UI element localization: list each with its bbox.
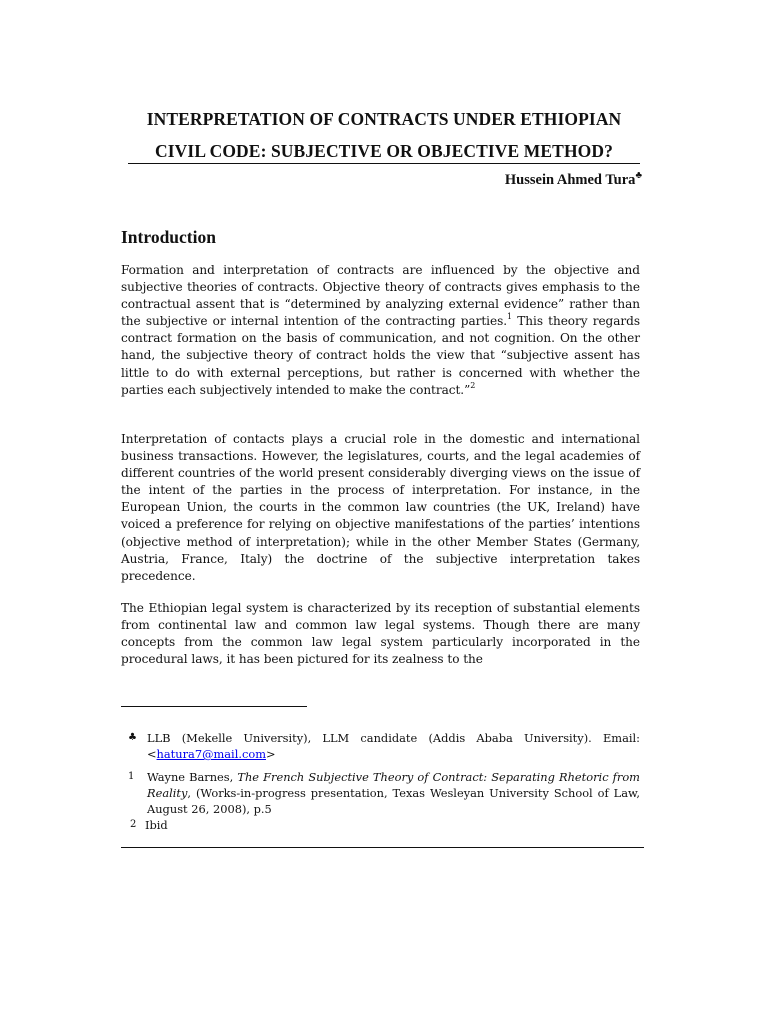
paragraph-2: Interpretation of contacts plays a crucial role in the domestic and international business transactions. However, the legislatures, courts, and the legal academies of different countries of the world present considerably diverging views on the issue of the intent of the parties in the process of interpretation. For instance, in the European Union, the courts in the common law countries (the UK, Ireland) have voiced a preference for relying on objective manifestations of the parties’ intentions (objective method of interpretation); while in the other Member States (Germany, Austria, France, Italy) the doctrine of the subjective interpretation takes precedence.	[121, 432, 640, 583]
footnote-1-work-title: The French Subjective Theory of Contract: Separating Rhetoric from Reality	[147, 770, 640, 800]
paragraph-1-part-1: Formation and interpretation of contracts are influenced by the objective and subjective theories of contracts. Objective theory of contracts gives emphasis to the contractual assent that is “determined by analyzing external evidence” rather than the subjective or internal intention of the contracting parties.	[121, 263, 640, 329]
footnote-1-mark: 1	[128, 771, 135, 782]
author-line	[505, 172, 642, 189]
page-bottom-rule	[121, 847, 644, 848]
paragraph-1-part-2: This theory regards contract formation on the basis of communication, and not cognition. On the other hand, the subjective theory of contract holds the view that “subjective assent has little to do with external perceptions, but rather is concerned with whether the parties each subjectively intended to make the contract.”	[121, 314, 640, 397]
footnote-author	[121, 730, 640, 762]
footnote-1-author: Wayne Barnes,	[147, 770, 238, 784]
footnote-1-text	[147, 769, 640, 817]
footnote-author-text	[147, 730, 640, 762]
footnote-2	[121, 817, 640, 833]
author-footnote-mark: ♣	[635, 170, 642, 181]
footnote-separator	[121, 706, 307, 707]
footnote-ref-2: 2	[470, 380, 476, 390]
footnote-author-text-after: >	[266, 747, 276, 761]
footnote-1	[121, 769, 640, 817]
footnote-2-mark: 2	[130, 819, 137, 830]
footnote-1-details: , (Works-in-progress presentation, Texas Wesleyan University School of Law, August 26, 2008), p.5	[147, 786, 640, 816]
section-heading: Introduction	[121, 227, 216, 247]
paragraph-1	[121, 262, 640, 399]
email-link[interactable]: hatura7@mail.com	[156, 747, 266, 761]
author-name: Hussein Ahmed Tura	[504, 172, 636, 188]
footnote-ref-1: 1	[507, 312, 513, 322]
footnote-author-text-before: LLB (Mekelle University), LLM candidate (Addis Ababa University). Email: <	[147, 731, 640, 761]
document-title-line-2: CIVIL CODE: SUBJECTIVE OR OBJECTIVE METHOD?	[128, 141, 640, 164]
footnote-2-text: Ibid	[145, 818, 168, 832]
paragraph-3: The Ethiopian legal system is characterized by its reception of substantial elements from continental law and common law legal systems. Though there are many concepts from the common law legal system particularly incorporated in the procedural laws, it has been pictured for its zealness to the	[121, 601, 640, 667]
footnote-author-mark: ♣	[128, 732, 137, 743]
document-title-line-1: INTERPRETATION OF CONTRACTS UNDER ETHIOPIAN	[146, 109, 622, 129]
